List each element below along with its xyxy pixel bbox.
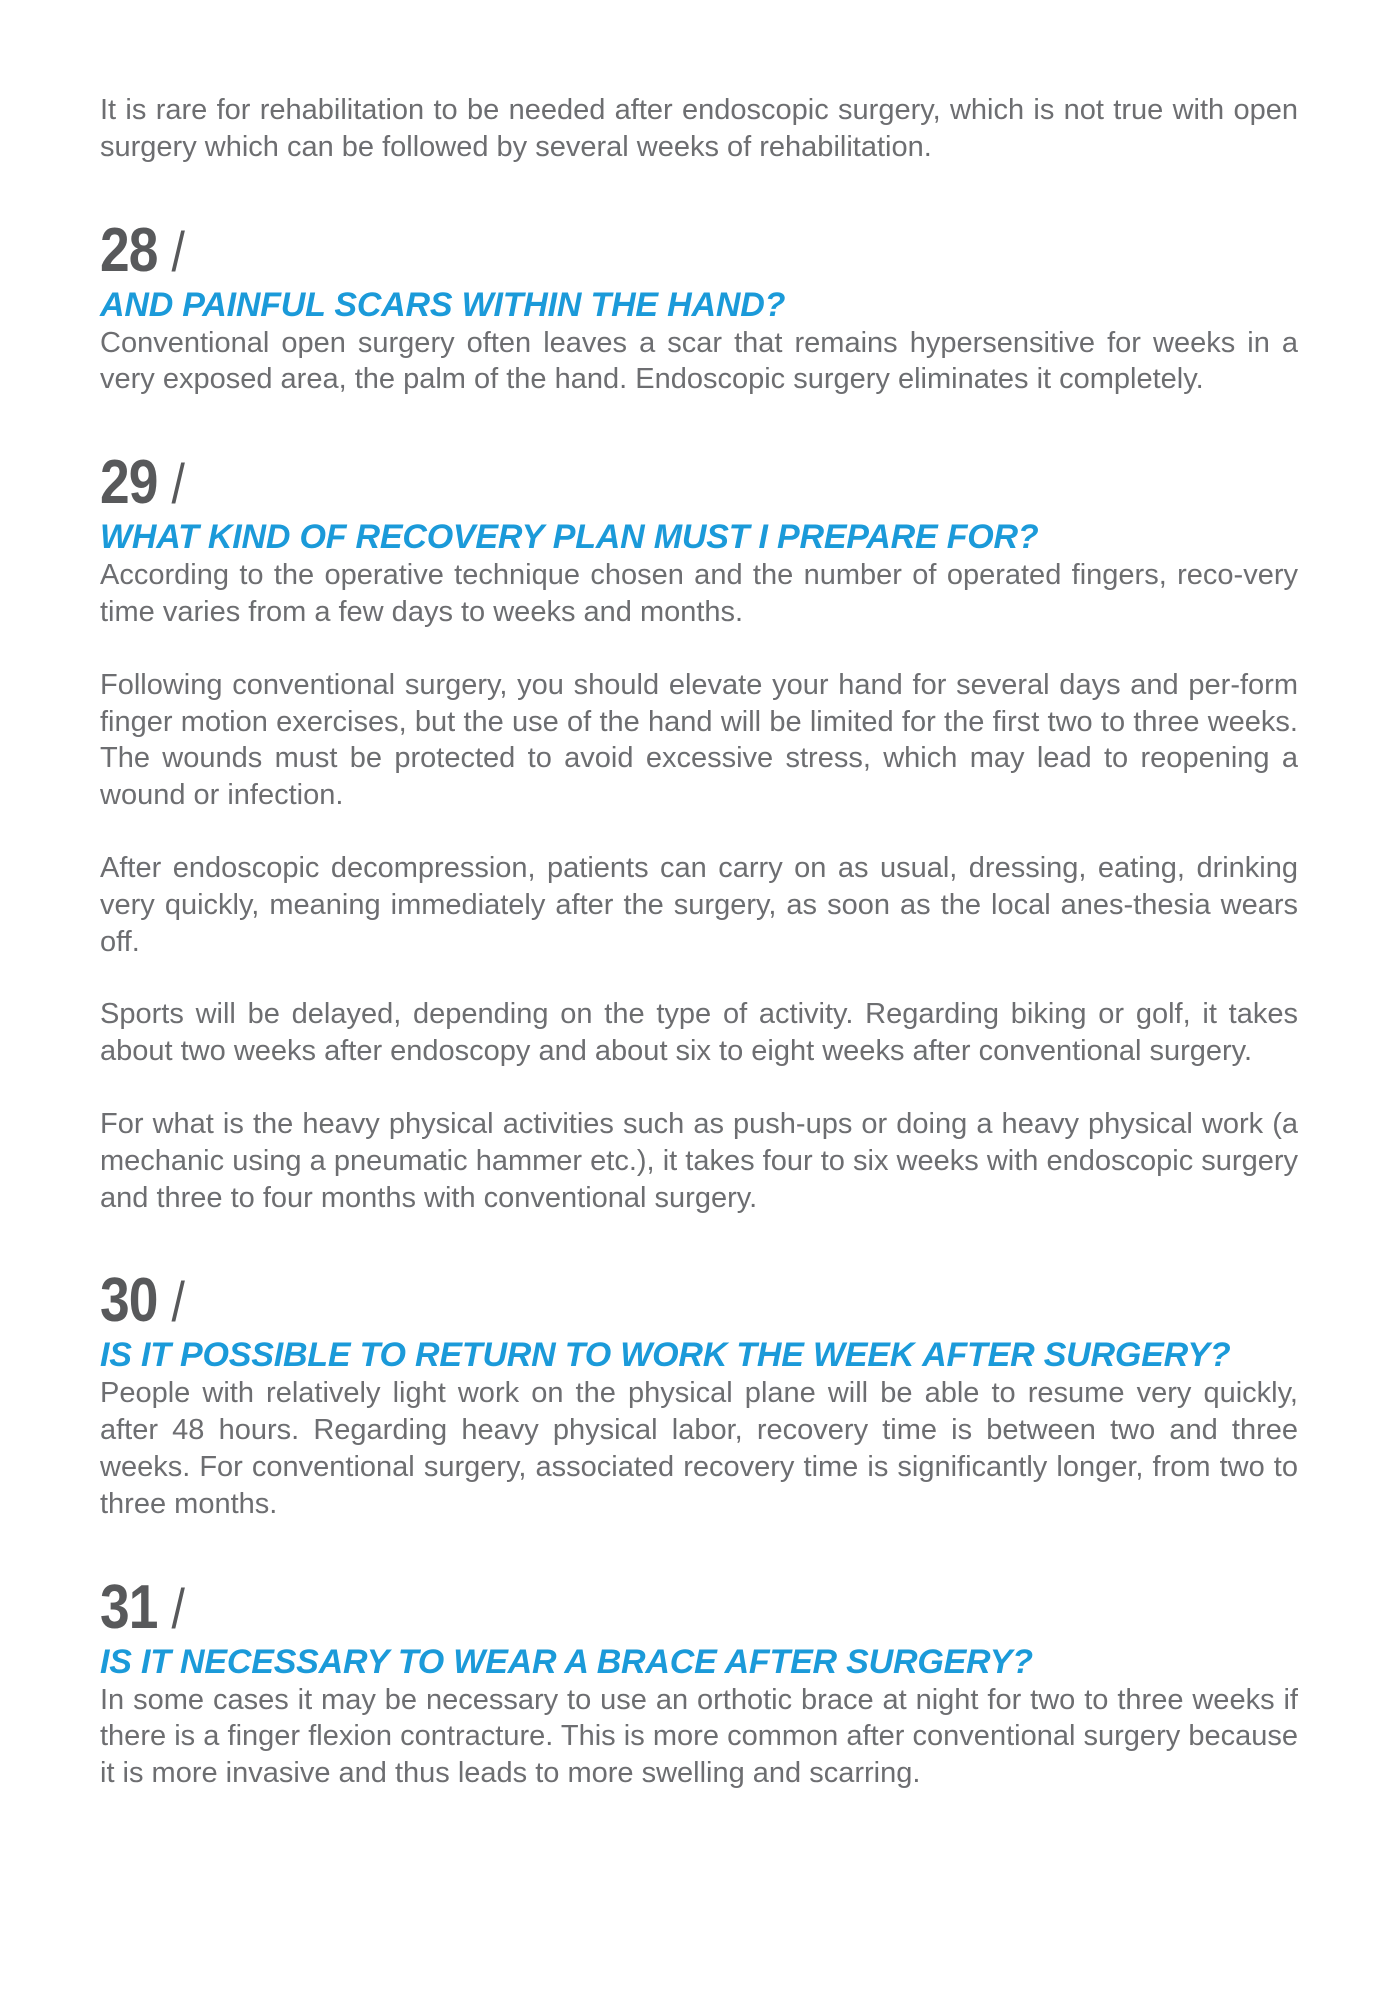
answer-paragraph: According to the operative technique chosen and the number of operated fingers, reco-very time varies from a few days to weeks and months. [100,559,1298,628]
answer-paragraph: In some cases it may be necessary to use an orthotic brace at night for two to three weeks if there is a finger flexion contracture. This is more common after conventional surgery because it is more invasive and thus leads to more swelling and scarring. [100,1683,1298,1790]
question-number-value: 28 [100,215,158,285]
intro-paragraph: It is rare for rehabilitation to be needed after endoscopic surgery, which is not true with open surgery which can be followed by several weeks of rehabilitation. [100,94,1298,163]
question-title: IS IT POSSIBLE TO RETURN TO WORK THE WEEK AFTER SURGERY? [100,1336,1231,1375]
faq-item-28 [100,215,1298,399]
question-slash: / [171,1270,185,1334]
question-number [100,215,185,285]
faq-item-30 [100,1266,1298,1522]
question-title: IS IT NECESSARY TO WEAR A BRACE AFTER SURGERY? [100,1642,1033,1681]
question-number [100,1266,185,1336]
document-page [100,92,1298,1792]
answer-paragraph: For what is the heavy physical activities such as push-ups or doing a heavy physical work (a mechanic using a pneumatic hammer etc.), it takes four to six weeks with endoscopic surgery and three to four months with conventional surgery. [100,1107,1298,1214]
answer-paragraph: Following conventional surgery, you should elevate your hand for several days and per-form finger motion exercises, but the use of the hand will be limited for the first two to three weeks. The wounds must be protected to avoid excessive stress, which may lead to reopening a wound or infection. [100,668,1298,812]
answer-paragraph: People with relatively light work on the physical plane will be able to resume very quickly, after 48 hours. Regarding heavy physical labor, recovery time is between two and three weeks. For conventional surgery, associated recovery time is significantly longer, from two to three months. [100,1377,1298,1520]
question-number-value: 29 [100,448,158,518]
question-slash: / [171,452,185,516]
answer-paragraph: Conventional open surgery often leaves a scar that remains hypersensitive for weeks in a very exposed area, the palm of the hand. Endoscopic surgery eliminates it completely. [100,326,1298,396]
question-title: AND PAINFUL SCARS WITHIN THE HAND? [100,285,786,324]
question-number-value: 30 [100,1266,158,1336]
question-slash: / [171,219,185,283]
question-number-value: 31 [100,1572,158,1642]
question-number [100,448,185,518]
faq-item-31 [100,1572,1298,1792]
question-title: WHAT KIND OF RECOVERY PLAN MUST I PREPARE FOR? [100,518,1039,557]
question-slash: / [171,1576,185,1640]
question-number [100,1572,185,1642]
answer-paragraph: After endoscopic decompression, patients can carry on as usual, dressing, eating, drinking very quickly, meaning immediately after the surgery, as soon as the local anes-thesia wears off. [100,851,1298,958]
answer-paragraph: Sports will be delayed, depending on the type of activity. Regarding biking or golf, it takes about two weeks after endoscopy and about six to eight weeks after conventional surgery. [100,998,1298,1068]
faq-item-29 [100,448,1298,1216]
